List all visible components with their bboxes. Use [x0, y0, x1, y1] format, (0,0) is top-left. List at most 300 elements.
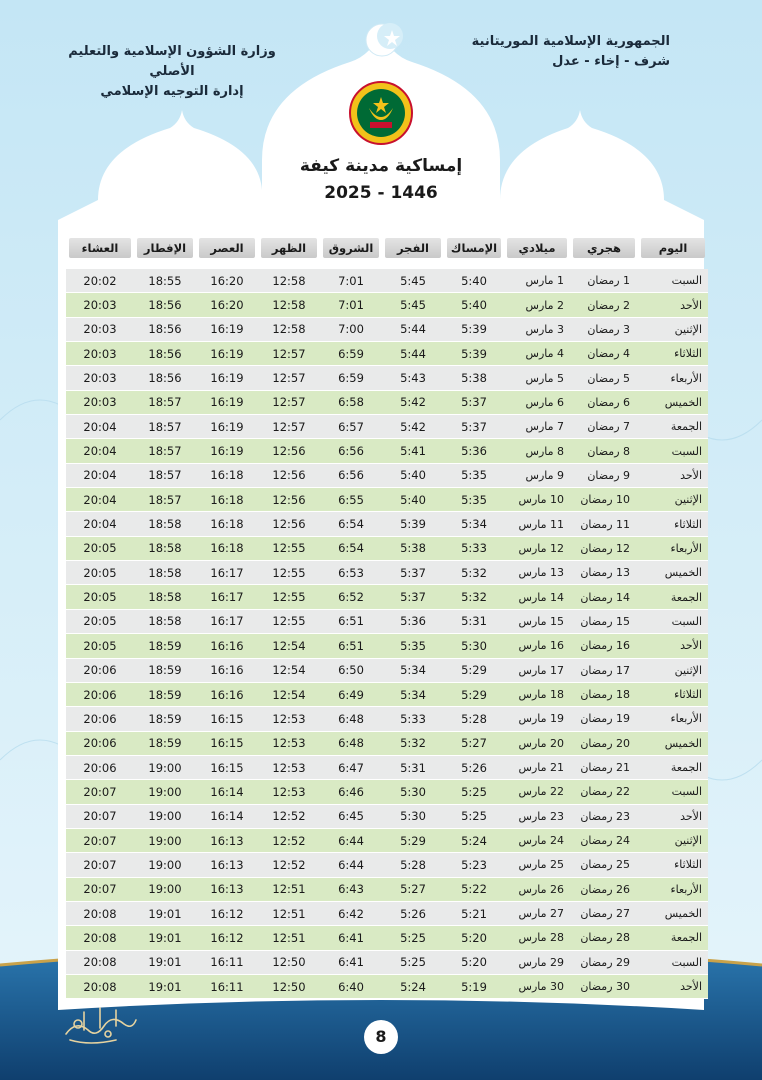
cell-asr: 16:14: [196, 805, 258, 829]
table-row: [66, 537, 708, 561]
column-header: [570, 236, 638, 260]
cell-asr: 16:17: [196, 561, 258, 585]
column-header-label: العشاء: [69, 238, 131, 258]
table-row: [66, 805, 708, 829]
column-header-label: ميلادي: [507, 238, 567, 258]
cell-miladi: 17 مارس: [504, 659, 570, 683]
cell-iftar: 18:58: [134, 512, 196, 536]
cell-hijri: 2 رمضان: [570, 293, 638, 317]
table-row: [66, 902, 708, 926]
cell-imsak: 5:29: [444, 659, 504, 683]
cell-asr: 16:19: [196, 318, 258, 342]
cell-dhuhr: 12:51: [258, 926, 320, 950]
cell-iftar: 18:58: [134, 585, 196, 609]
cell-miladi: 21 مارس: [504, 756, 570, 780]
cell-iftar: 18:56: [134, 293, 196, 317]
column-header: [382, 236, 444, 260]
cell-iftar: 18:57: [134, 464, 196, 488]
cell-fajr: 5:34: [382, 659, 444, 683]
cell-asr: 16:17: [196, 585, 258, 609]
cell-iftar: 19:00: [134, 805, 196, 829]
cell-fajr: 5:42: [382, 415, 444, 439]
cell-day: الأربعاء: [638, 707, 708, 731]
table-row: [66, 878, 708, 902]
cell-miladi: 22 مارس: [504, 780, 570, 804]
cell-day: السبت: [638, 269, 708, 293]
header-gap: [66, 260, 708, 269]
cell-isha: 20:03: [66, 293, 134, 317]
cell-asr: 16:19: [196, 366, 258, 390]
cell-day: الإثنين: [638, 488, 708, 512]
cell-hijri: 20 رمضان: [570, 732, 638, 756]
cell-imsak: 5:32: [444, 561, 504, 585]
cell-asr: 16:13: [196, 829, 258, 853]
cell-iftar: 18:56: [134, 366, 196, 390]
column-header: [638, 236, 708, 260]
cell-hijri: 13 رمضان: [570, 561, 638, 585]
table-row: [66, 732, 708, 756]
table-row: [66, 512, 708, 536]
cell-asr: 16:15: [196, 707, 258, 731]
cell-shuruq: 6:42: [320, 902, 382, 926]
cell-shuruq: 6:41: [320, 926, 382, 950]
cell-hijri: 29 رمضان: [570, 951, 638, 975]
cell-dhuhr: 12:58: [258, 293, 320, 317]
cell-shuruq: 6:51: [320, 610, 382, 634]
cell-asr: 16:19: [196, 391, 258, 415]
cell-hijri: 14 رمضان: [570, 585, 638, 609]
cell-fajr: 5:39: [382, 512, 444, 536]
cell-dhuhr: 12:57: [258, 366, 320, 390]
table-row: [66, 561, 708, 585]
cell-hijri: 28 رمضان: [570, 926, 638, 950]
cell-shuruq: 6:54: [320, 537, 382, 561]
cell-day: الإثنين: [638, 829, 708, 853]
column-header-label: الإفطار: [137, 238, 193, 258]
cell-shuruq: 6:54: [320, 512, 382, 536]
cell-day: الخميس: [638, 391, 708, 415]
cell-fajr: 5:40: [382, 464, 444, 488]
cell-miladi: 8 مارس: [504, 439, 570, 463]
cell-iftar: 19:00: [134, 853, 196, 877]
cell-fajr: 5:41: [382, 439, 444, 463]
cell-day: الثلاثاء: [638, 342, 708, 366]
cell-day: الأحد: [638, 293, 708, 317]
cell-hijri: 25 رمضان: [570, 853, 638, 877]
cell-shuruq: 6:40: [320, 975, 382, 999]
cell-asr: 16:13: [196, 878, 258, 902]
cell-imsak: 5:39: [444, 342, 504, 366]
cell-day: الثلاثاء: [638, 683, 708, 707]
cell-imsak: 5:35: [444, 464, 504, 488]
table-row: [66, 488, 708, 512]
cell-day: الأحد: [638, 634, 708, 658]
cell-asr: 16:18: [196, 488, 258, 512]
cell-asr: 16:19: [196, 439, 258, 463]
imsakiya-table: [66, 236, 708, 999]
cell-miladi: 28 مارس: [504, 926, 570, 950]
cell-iftar: 18:59: [134, 634, 196, 658]
cell-miladi: 23 مارس: [504, 805, 570, 829]
table-row: [66, 585, 708, 609]
cell-dhuhr: 12:56: [258, 512, 320, 536]
cell-isha: 20:05: [66, 610, 134, 634]
cell-dhuhr: 12:53: [258, 732, 320, 756]
cell-asr: 16:16: [196, 659, 258, 683]
cell-hijri: 18 رمضان: [570, 683, 638, 707]
column-header: [504, 236, 570, 260]
cell-fajr: 5:37: [382, 585, 444, 609]
cell-imsak: 5:32: [444, 585, 504, 609]
cell-imsak: 5:39: [444, 318, 504, 342]
cell-isha: 20:04: [66, 488, 134, 512]
cell-imsak: 5:33: [444, 537, 504, 561]
cell-miladi: 20 مارس: [504, 732, 570, 756]
cell-dhuhr: 12:55: [258, 610, 320, 634]
cell-dhuhr: 12:58: [258, 269, 320, 293]
cell-asr: 16:12: [196, 902, 258, 926]
cell-day: الإثنين: [638, 318, 708, 342]
cell-isha: 20:06: [66, 732, 134, 756]
table-row: [66, 366, 708, 390]
cell-miladi: 2 مارس: [504, 293, 570, 317]
cell-isha: 20:06: [66, 756, 134, 780]
table-body: [66, 269, 708, 999]
cell-iftar: 19:01: [134, 926, 196, 950]
cell-shuruq: 6:49: [320, 683, 382, 707]
cell-day: الأحد: [638, 975, 708, 999]
cell-dhuhr: 12:54: [258, 634, 320, 658]
cell-hijri: 12 رمضان: [570, 537, 638, 561]
table-row: [66, 829, 708, 853]
cell-miladi: 12 مارس: [504, 537, 570, 561]
cell-isha: 20:08: [66, 902, 134, 926]
cell-dhuhr: 12:54: [258, 683, 320, 707]
cell-dhuhr: 12:57: [258, 342, 320, 366]
cell-shuruq: 6:44: [320, 829, 382, 853]
cell-fajr: 5:28: [382, 853, 444, 877]
cell-iftar: 19:00: [134, 780, 196, 804]
table-row: [66, 975, 708, 999]
cell-imsak: 5:31: [444, 610, 504, 634]
cell-asr: 16:16: [196, 683, 258, 707]
cell-hijri: 15 رمضان: [570, 610, 638, 634]
table-row: [66, 756, 708, 780]
cell-iftar: 18:59: [134, 683, 196, 707]
cell-imsak: 5:25: [444, 805, 504, 829]
cell-shuruq: 6:46: [320, 780, 382, 804]
cell-dhuhr: 12:54: [258, 659, 320, 683]
cell-day: السبت: [638, 780, 708, 804]
cell-day: الثلاثاء: [638, 853, 708, 877]
cell-shuruq: 7:00: [320, 318, 382, 342]
cell-iftar: 18:57: [134, 488, 196, 512]
column-header: [320, 236, 382, 260]
cell-dhuhr: 12:56: [258, 439, 320, 463]
cell-fajr: 5:44: [382, 318, 444, 342]
table-header-row: [66, 236, 708, 260]
cell-shuruq: 6:44: [320, 853, 382, 877]
cell-asr: 16:12: [196, 926, 258, 950]
cell-miladi: 7 مارس: [504, 415, 570, 439]
cell-day: السبت: [638, 610, 708, 634]
cell-isha: 20:07: [66, 853, 134, 877]
cell-fajr: 5:31: [382, 756, 444, 780]
national-emblem-icon: [348, 80, 414, 146]
republic-name: الجمهورية الإسلامية الموريتانية: [471, 34, 670, 49]
cell-imsak: 5:30: [444, 634, 504, 658]
cell-shuruq: 6:47: [320, 756, 382, 780]
table-row: [66, 951, 708, 975]
cell-isha: 20:07: [66, 829, 134, 853]
table-row: [66, 610, 708, 634]
cell-imsak: 5:21: [444, 902, 504, 926]
cell-isha: 20:04: [66, 439, 134, 463]
cell-dhuhr: 12:53: [258, 707, 320, 731]
table-row: [66, 707, 708, 731]
cell-hijri: 9 رمضان: [570, 464, 638, 488]
cell-day: الخميس: [638, 732, 708, 756]
cell-asr: 16:11: [196, 951, 258, 975]
cell-fajr: 5:40: [382, 488, 444, 512]
cell-dhuhr: 12:55: [258, 585, 320, 609]
cell-asr: 16:14: [196, 780, 258, 804]
cell-miladi: 13 مارس: [504, 561, 570, 585]
cell-shuruq: 6:53: [320, 561, 382, 585]
cell-shuruq: 6:56: [320, 439, 382, 463]
cell-imsak: 5:25: [444, 780, 504, 804]
cell-iftar: 18:59: [134, 732, 196, 756]
cell-isha: 20:03: [66, 318, 134, 342]
cell-hijri: 8 رمضان: [570, 439, 638, 463]
cell-shuruq: 6:41: [320, 951, 382, 975]
cell-iftar: 18:56: [134, 342, 196, 366]
ministry-header: [62, 42, 282, 102]
cell-shuruq: 6:55: [320, 488, 382, 512]
cell-fajr: 5:25: [382, 951, 444, 975]
cell-imsak: 5:40: [444, 293, 504, 317]
cell-imsak: 5:38: [444, 366, 504, 390]
table-row: [66, 391, 708, 415]
table-row: [66, 853, 708, 877]
cell-dhuhr: 12:55: [258, 561, 320, 585]
column-header-label: هجري: [573, 238, 635, 258]
cell-miladi: 18 مارس: [504, 683, 570, 707]
cell-iftar: 19:01: [134, 975, 196, 999]
cell-asr: 16:20: [196, 269, 258, 293]
cell-asr: 16:20: [196, 293, 258, 317]
cell-fajr: 5:45: [382, 293, 444, 317]
cell-dhuhr: 12:51: [258, 902, 320, 926]
cell-isha: 20:03: [66, 391, 134, 415]
table-row: [66, 683, 708, 707]
cell-fajr: 5:37: [382, 561, 444, 585]
cell-iftar: 18:57: [134, 391, 196, 415]
cell-miladi: 3 مارس: [504, 318, 570, 342]
cell-dhuhr: 12:53: [258, 780, 320, 804]
column-header: [66, 236, 134, 260]
cell-imsak: 5:24: [444, 829, 504, 853]
cell-isha: 20:07: [66, 878, 134, 902]
cell-imsak: 5:34: [444, 512, 504, 536]
cell-dhuhr: 12:51: [258, 878, 320, 902]
republic-motto: شرف - إخاء - عدل: [552, 54, 670, 69]
page-years: 2025 - 1446: [324, 183, 438, 203]
cell-fajr: 5:26: [382, 902, 444, 926]
cell-hijri: 16 رمضان: [570, 634, 638, 658]
cell-fajr: 5:44: [382, 342, 444, 366]
cell-fajr: 5:32: [382, 732, 444, 756]
cell-shuruq: 7:01: [320, 293, 382, 317]
cell-hijri: 11 رمضان: [570, 512, 638, 536]
cell-isha: 20:03: [66, 366, 134, 390]
cell-miladi: 10 مارس: [504, 488, 570, 512]
cell-hijri: 5 رمضان: [570, 366, 638, 390]
column-header: [196, 236, 258, 260]
cell-iftar: 19:01: [134, 951, 196, 975]
cell-shuruq: 6:43: [320, 878, 382, 902]
cell-day: الثلاثاء: [638, 512, 708, 536]
cell-imsak: 5:23: [444, 853, 504, 877]
cell-shuruq: 6:48: [320, 732, 382, 756]
cell-asr: 16:13: [196, 853, 258, 877]
cell-day: الأربعاء: [638, 366, 708, 390]
cell-hijri: 24 رمضان: [570, 829, 638, 853]
cell-fajr: 5:25: [382, 926, 444, 950]
cell-dhuhr: 12:52: [258, 805, 320, 829]
cell-fajr: 5:29: [382, 829, 444, 853]
cell-dhuhr: 12:57: [258, 391, 320, 415]
cell-miladi: 9 مارس: [504, 464, 570, 488]
cell-isha: 20:04: [66, 464, 134, 488]
cell-hijri: 27 رمضان: [570, 902, 638, 926]
cell-dhuhr: 12:53: [258, 756, 320, 780]
cell-miladi: 4 مارس: [504, 342, 570, 366]
cell-fajr: 5:43: [382, 366, 444, 390]
cell-asr: 16:19: [196, 415, 258, 439]
cell-isha: 20:04: [66, 415, 134, 439]
cell-iftar: 18:59: [134, 707, 196, 731]
cell-hijri: 17 رمضان: [570, 659, 638, 683]
cell-shuruq: 6:48: [320, 707, 382, 731]
cell-dhuhr: 12:50: [258, 975, 320, 999]
cell-shuruq: 6:58: [320, 391, 382, 415]
cell-dhuhr: 12:58: [258, 318, 320, 342]
cell-fajr: 5:27: [382, 878, 444, 902]
cell-imsak: 5:19: [444, 975, 504, 999]
cell-hijri: 4 رمضان: [570, 342, 638, 366]
cell-imsak: 5:40: [444, 269, 504, 293]
cell-shuruq: 6:51: [320, 634, 382, 658]
cell-miladi: 29 مارس: [504, 951, 570, 975]
column-header-label: الإمساك: [447, 238, 501, 258]
cell-hijri: 26 رمضان: [570, 878, 638, 902]
cell-day: الجمعة: [638, 926, 708, 950]
cell-iftar: 18:57: [134, 439, 196, 463]
cell-hijri: 1 رمضان: [570, 269, 638, 293]
column-header-label: الشروق: [323, 238, 379, 258]
cell-imsak: 5:20: [444, 951, 504, 975]
table-row: [66, 293, 708, 317]
cell-isha: 20:07: [66, 805, 134, 829]
cell-day: الجمعة: [638, 756, 708, 780]
cell-asr: 16:11: [196, 975, 258, 999]
cell-hijri: 7 رمضان: [570, 415, 638, 439]
cell-isha: 20:04: [66, 512, 134, 536]
cell-dhuhr: 12:57: [258, 415, 320, 439]
cell-isha: 20:06: [66, 683, 134, 707]
cell-isha: 20:05: [66, 634, 134, 658]
cell-hijri: 6 رمضان: [570, 391, 638, 415]
table-row: [66, 659, 708, 683]
cell-miladi: 1 مارس: [504, 269, 570, 293]
cell-fajr: 5:36: [382, 610, 444, 634]
cell-miladi: 11 مارس: [504, 512, 570, 536]
cell-isha: 20:08: [66, 975, 134, 999]
cell-miladi: 25 مارس: [504, 853, 570, 877]
cell-fajr: 5:45: [382, 269, 444, 293]
cell-shuruq: 7:01: [320, 269, 382, 293]
column-header-label: العصر: [199, 238, 255, 258]
cell-day: الجمعة: [638, 585, 708, 609]
cell-miladi: 16 مارس: [504, 634, 570, 658]
table-row: [66, 318, 708, 342]
cell-day: الخميس: [638, 561, 708, 585]
cell-fajr: 5:30: [382, 780, 444, 804]
cell-day: الأربعاء: [638, 878, 708, 902]
republic-header: [472, 32, 670, 72]
cell-dhuhr: 12:52: [258, 829, 320, 853]
cell-iftar: 19:01: [134, 902, 196, 926]
table-row: [66, 269, 708, 293]
column-header-label: اليوم: [641, 238, 705, 258]
cell-miladi: 26 مارس: [504, 878, 570, 902]
cell-imsak: 5:27: [444, 732, 504, 756]
cell-fajr: 5:33: [382, 707, 444, 731]
cell-iftar: 18:55: [134, 269, 196, 293]
cell-day: الأربعاء: [638, 537, 708, 561]
cell-hijri: 22 رمضان: [570, 780, 638, 804]
cell-isha: 20:08: [66, 951, 134, 975]
cell-isha: 20:05: [66, 585, 134, 609]
cell-dhuhr: 12:56: [258, 488, 320, 512]
table-row: [66, 926, 708, 950]
cell-hijri: 30 رمضان: [570, 975, 638, 999]
cell-iftar: 18:58: [134, 537, 196, 561]
cell-shuruq: 6:59: [320, 342, 382, 366]
table-row: [66, 415, 708, 439]
cell-isha: 20:06: [66, 707, 134, 731]
cell-isha: 20:03: [66, 342, 134, 366]
cell-fajr: 5:35: [382, 634, 444, 658]
cell-miladi: 14 مارس: [504, 585, 570, 609]
cell-asr: 16:18: [196, 464, 258, 488]
cell-hijri: 21 رمضان: [570, 756, 638, 780]
cell-miladi: 15 مارس: [504, 610, 570, 634]
cell-isha: 20:05: [66, 561, 134, 585]
cell-asr: 16:18: [196, 537, 258, 561]
cell-hijri: 10 رمضان: [570, 488, 638, 512]
table-row: [66, 634, 708, 658]
cell-iftar: 18:57: [134, 415, 196, 439]
cell-shuruq: 6:50: [320, 659, 382, 683]
cell-isha: 20:05: [66, 537, 134, 561]
cell-fajr: 5:38: [382, 537, 444, 561]
cell-iftar: 18:56: [134, 318, 196, 342]
cell-hijri: 19 رمضان: [570, 707, 638, 731]
cell-asr: 16:19: [196, 342, 258, 366]
cell-day: الجمعة: [638, 415, 708, 439]
